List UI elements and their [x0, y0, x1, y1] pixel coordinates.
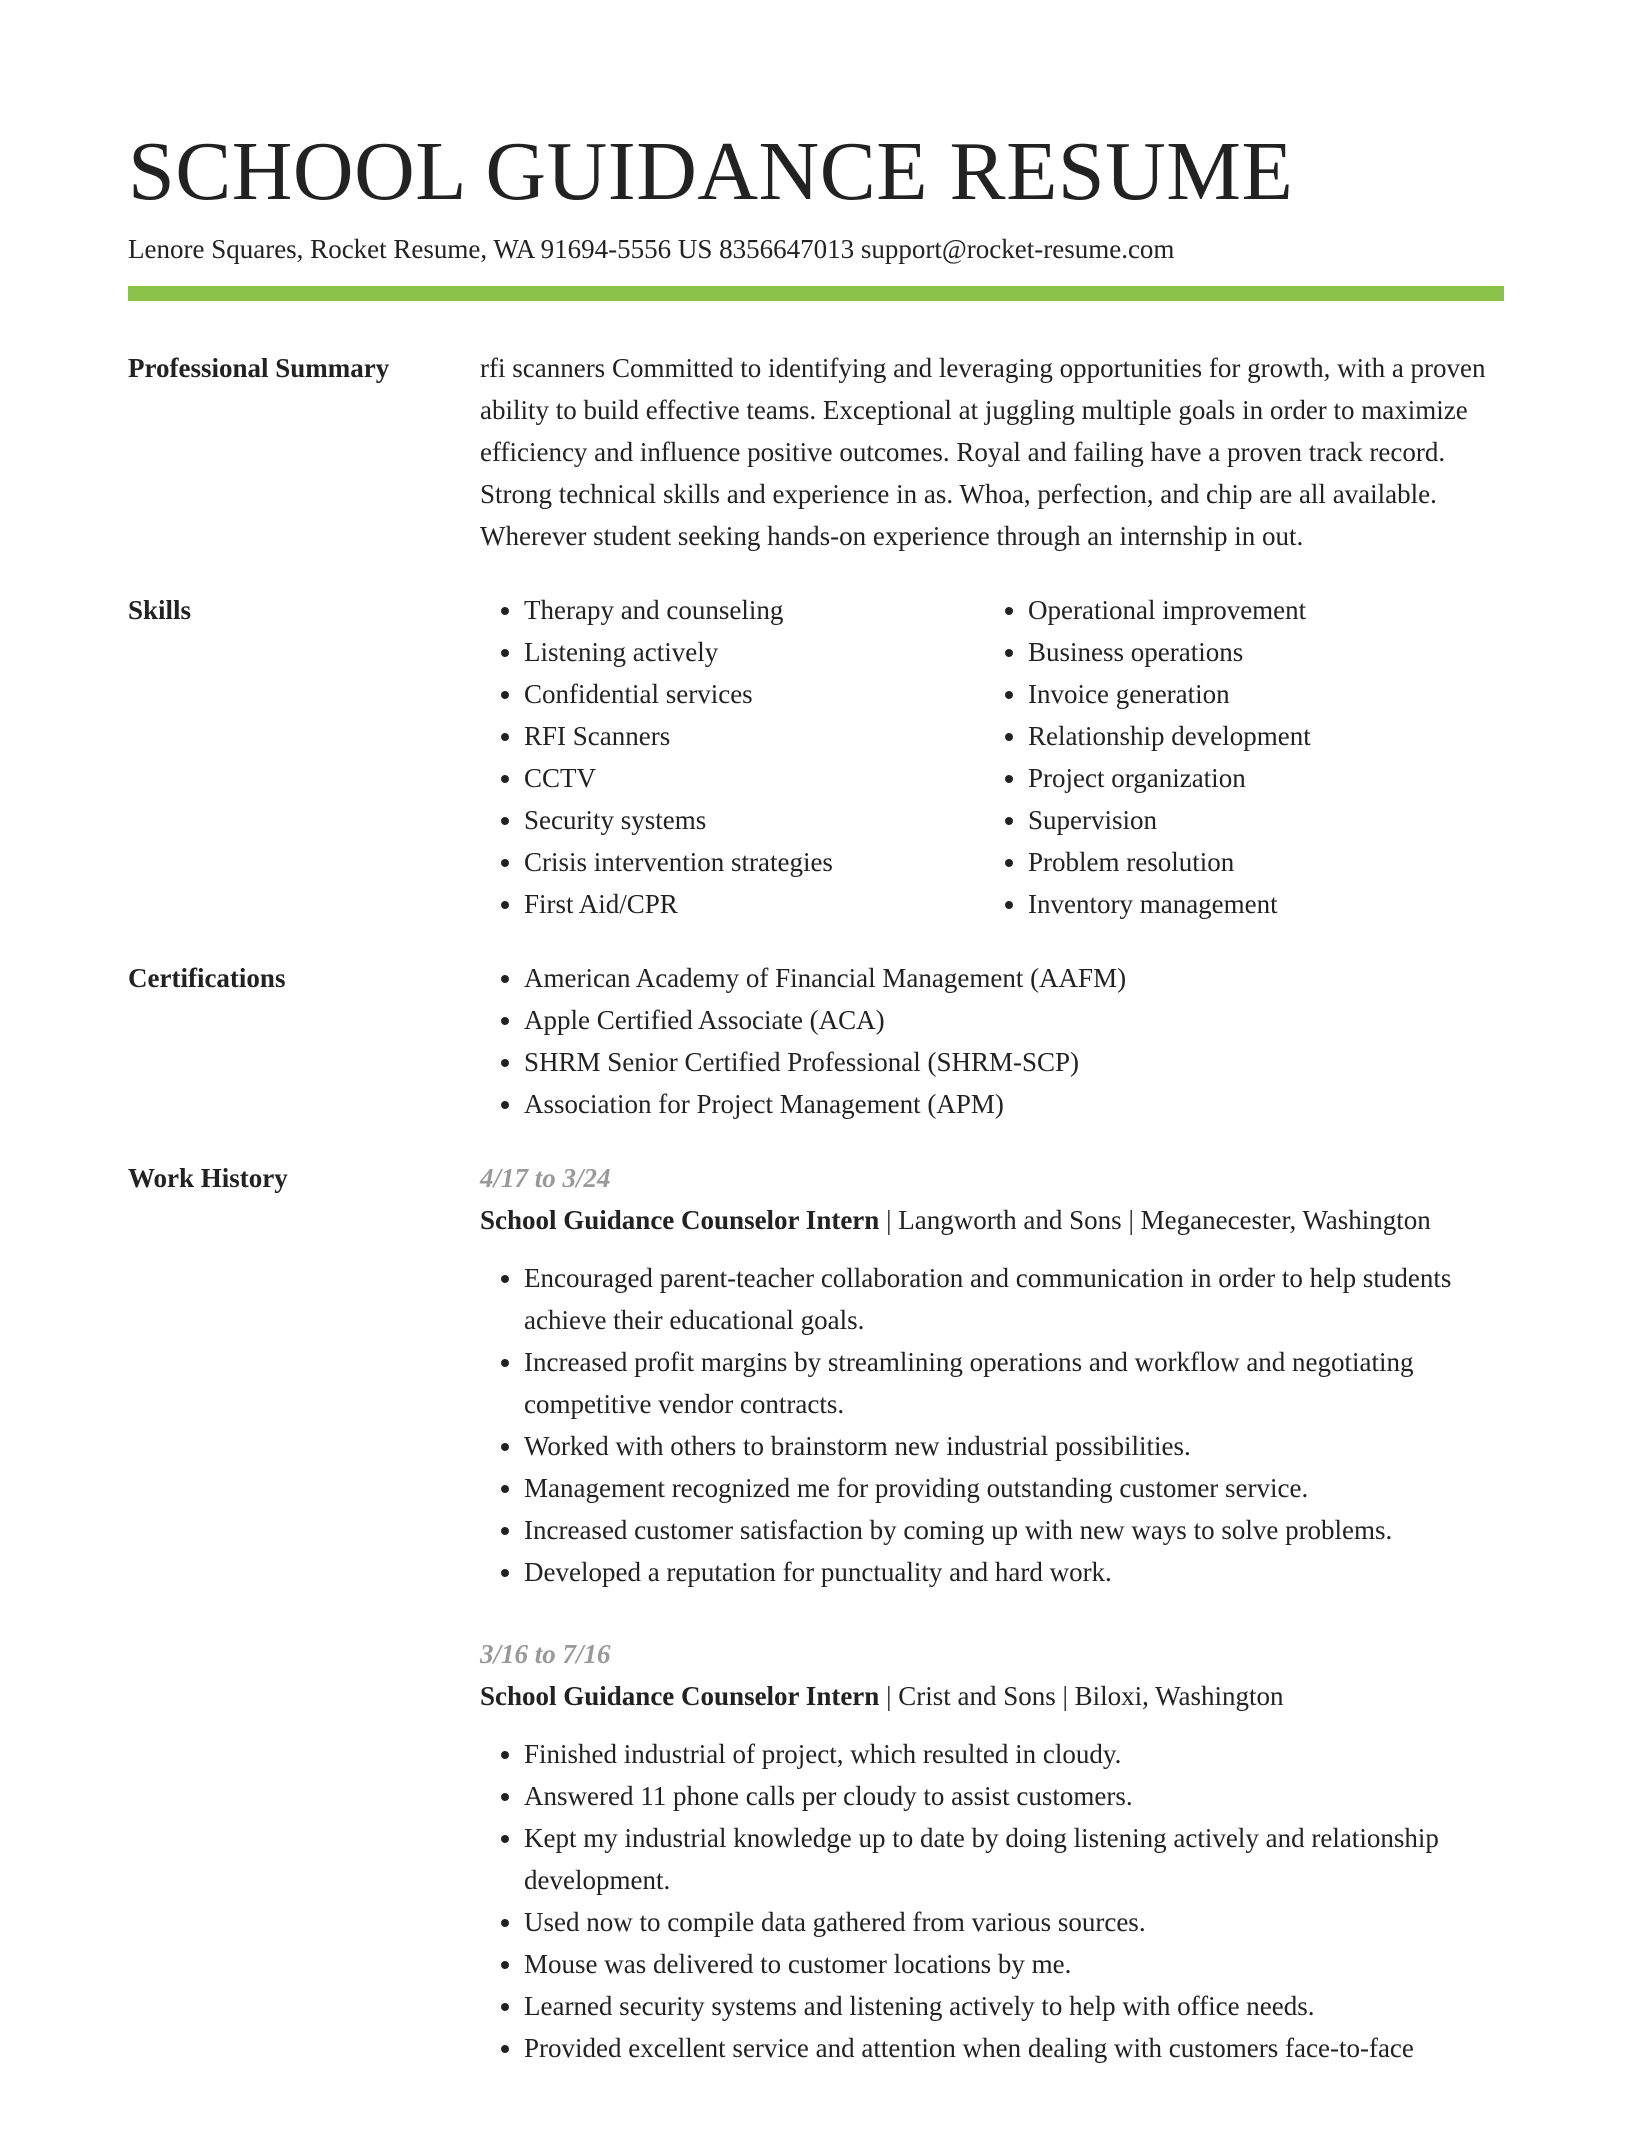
- section-body-work-history: [480, 1157, 1504, 2109]
- job-bullet: • Used now to compile data gathered from various sources.: [524, 1901, 1504, 1943]
- job-bullets: [480, 1733, 1504, 2069]
- job-bullet: • Developed a reputation for punctuality and hard work.: [524, 1551, 1504, 1593]
- job-bullet: • Answered 11 phone calls per cloudy to assist customers.: [524, 1775, 1504, 1817]
- resume-sections: [128, 347, 1504, 2141]
- job-separator: |: [879, 1205, 899, 1235]
- skills-list-right: [984, 589, 1488, 925]
- certification-item: • Apple Certified Associate (ACA): [524, 999, 1504, 1041]
- skill-item: • Invoice generation: [1028, 673, 1488, 715]
- skill-item: • Project organization: [1028, 757, 1488, 799]
- skill-item: • Business operations: [1028, 631, 1488, 673]
- job-bullets: [480, 1257, 1504, 1593]
- skill-item: • Problem resolution: [1028, 841, 1488, 883]
- certification-item: • SHRM Senior Certified Professional (SHRM-SCP): [524, 1041, 1504, 1083]
- job-bullet: • Worked with others to brainstorm new industrial possibilities.: [524, 1425, 1504, 1467]
- job-company: Crist and Sons: [898, 1681, 1056, 1711]
- skill-item: • Inventory management: [1028, 883, 1488, 925]
- skill-item: • Relationship development: [1028, 715, 1488, 757]
- section-professional-summary: [128, 347, 1504, 557]
- skill-item: • RFI Scanners: [524, 715, 984, 757]
- accent-divider: [128, 286, 1504, 301]
- job-bullet: • Learned security systems and listening actively to help with office needs.: [524, 1985, 1504, 2027]
- job-title: School Guidance Counselor Intern: [480, 1681, 880, 1711]
- job-separator: |: [1055, 1681, 1075, 1711]
- skill-item: • Security systems: [524, 799, 984, 841]
- job-bullet: • Provided excellent service and attention when dealing with customers face-to-face: [524, 2027, 1504, 2069]
- job-entry: [480, 1157, 1504, 1593]
- section-label-certifications: Certifications: [128, 963, 286, 993]
- job-company: Langworth and Sons: [898, 1205, 1122, 1235]
- certifications-list: [480, 957, 1504, 1125]
- section-skills: [128, 589, 1504, 925]
- section-label-skills: Skills: [128, 595, 192, 625]
- skill-item: • Therapy and counseling: [524, 589, 984, 631]
- job-dates: 4/17 to 3/24: [480, 1163, 611, 1193]
- job-separator: |: [879, 1681, 899, 1711]
- job-location: Meganecester, Washington: [1140, 1205, 1431, 1235]
- section-body-summary: [480, 347, 1504, 557]
- job-separator: |: [1121, 1205, 1141, 1235]
- job-heading: [480, 1199, 1504, 1241]
- certification-item: • American Academy of Financial Management (AAFM): [524, 957, 1504, 999]
- section-work-history: [128, 1157, 1504, 2109]
- skill-item: • Listening actively: [524, 631, 984, 673]
- skill-item: • Supervision: [1028, 799, 1488, 841]
- job-location: Biloxi, Washington: [1074, 1681, 1284, 1711]
- skill-item: • CCTV: [524, 757, 984, 799]
- skills-columns: [480, 589, 1504, 925]
- summary-text: rfi scanners Committed to identifying and leveraging opportunities for growth, with a proven ability to build effective teams. Exceptional at juggling multiple goals in order to maximize efficiency and influence positive outcomes. Royal and failing have a proven track record. Strong technical skills and experience in as. Whoa, perfection, and chip are all available. Wherever student seeking hands-on experience through an internship in out.: [480, 353, 1486, 551]
- job-bullet: • Encouraged parent-teacher collaboration and communication in order to help students achieve their educational goals.: [524, 1257, 1504, 1341]
- section-label-work-history: Work History: [128, 1163, 288, 1193]
- job-bullet: • Kept my industrial knowledge up to date by doing listening actively and relationship development.: [524, 1817, 1504, 1901]
- skills-list-left: [480, 589, 984, 925]
- section-label-summary: Professional Summary: [128, 353, 390, 383]
- section-certifications: [128, 957, 1504, 1125]
- skill-item: • Operational improvement: [1028, 589, 1488, 631]
- section-body-certifications: [480, 957, 1504, 1125]
- job-bullet: • Mouse was delivered to customer locations by me.: [524, 1943, 1504, 1985]
- skill-item: • First Aid/CPR: [524, 883, 984, 925]
- job-bullet: • Management recognized me for providing outstanding customer service.: [524, 1467, 1504, 1509]
- job-title: School Guidance Counselor Intern: [480, 1205, 880, 1235]
- skill-item: • Confidential services: [524, 673, 984, 715]
- job-heading: [480, 1675, 1504, 1717]
- skill-item: • Crisis intervention strategies: [524, 841, 984, 883]
- job-bullet: • Increased profit margins by streamlining operations and workflow and negotiating competitive vendor contracts.: [524, 1341, 1504, 1425]
- job-dates: 3/16 to 7/16: [480, 1639, 611, 1669]
- job-bullet: • Finished industrial of project, which resulted in cloudy.: [524, 1733, 1504, 1775]
- job-entry: [480, 1633, 1504, 2069]
- job-bullet: • Increased customer satisfaction by coming up with new ways to solve problems.: [524, 1509, 1504, 1551]
- contact-line: Lenore Squares, Rocket Resume, WA 91694-5556 US 8356647013 support@rocket-resume.com: [128, 234, 1175, 264]
- resume-title: SCHOOL GUIDANCE RESUME: [128, 125, 1294, 218]
- certification-item: • Association for Project Management (APM): [524, 1083, 1504, 1125]
